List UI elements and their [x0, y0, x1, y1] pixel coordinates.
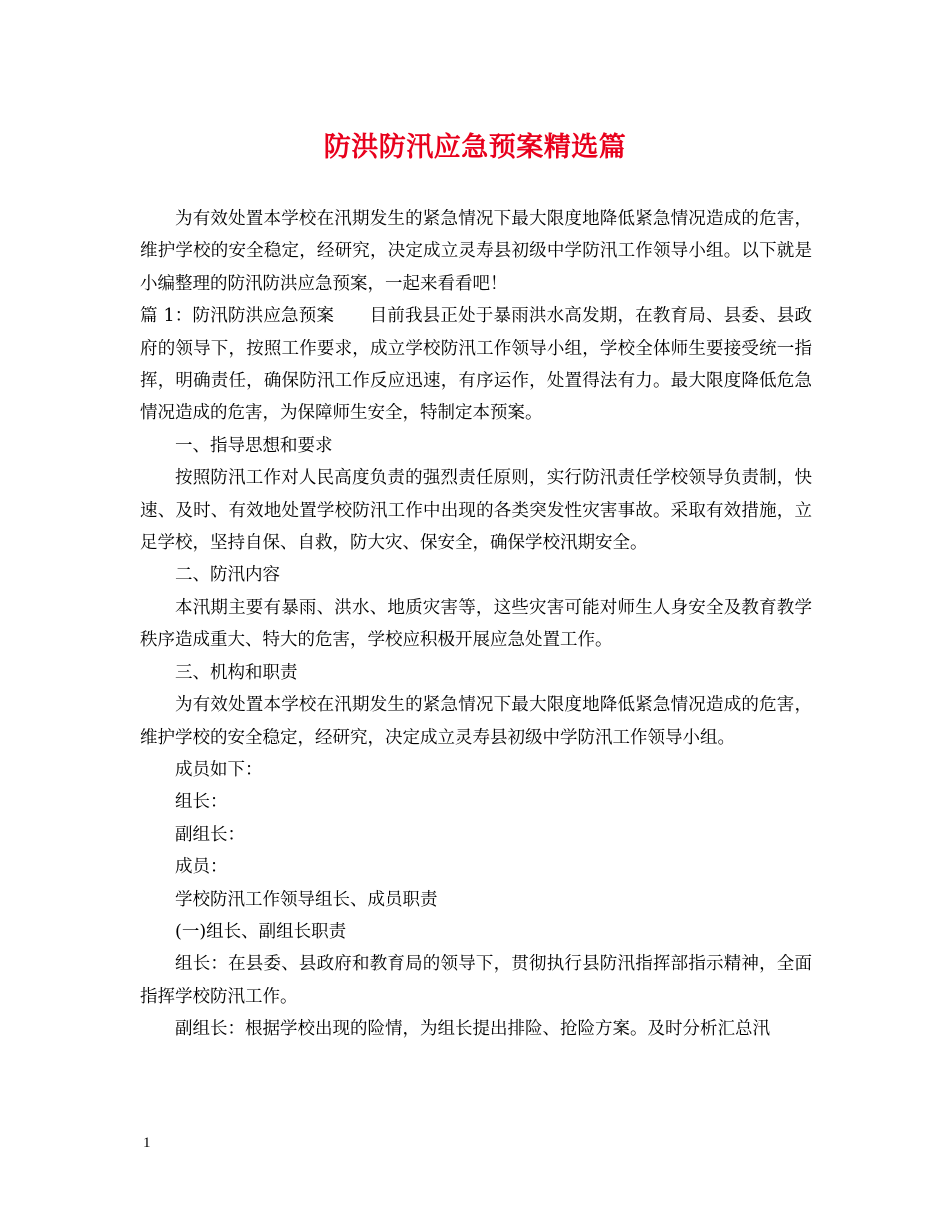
paragraph-flood-content: 本汛期主要有暴雨、洪水、地质灾害等，这些灾害可能对师生人身安全及教育教学秩序造成重大、特大的危害，学校应积极开展应急处置工作。: [140, 597, 812, 651]
paragraph-deputy-duties: 副组长：根据学校出现的险情，为组长提出排险、抢险方案。及时分析汇总汛: [175, 1019, 770, 1040]
page-number: 1: [143, 1135, 151, 1151]
members-line: 成员：: [175, 857, 228, 878]
members-heading: 成员如下：: [175, 759, 263, 780]
deputy-leader-line: 副组长：: [175, 824, 245, 845]
duties-heading: 学校防汛工作领导组长、成员职责: [175, 889, 438, 910]
paragraph-intro: 为有效处置本学校在汛期发生的紧急情况下最大限度地降低紧急情况造成的危害，维护学校的安全稳定，经研究，决定成立灵寿县初级中学防汛工作领导小组。以下就是小编整理的防汛防洪应急预案，一起来看看吧！: [140, 209, 812, 294]
paragraph-guiding-principles: 按照防汛工作对人民高度负责的强烈责任原则，实行防汛责任学校领导负责制，快速、及时、有效地处置学校防汛工作中出现的各类突发性灾害事故。采取有效措施，立足学校，坚持自保、自救，防大灾、保安全，确保学校汛期安全。: [140, 468, 812, 554]
leader-duties-heading: (一)组长、副组长职责: [175, 921, 347, 942]
heading-guiding-principles: 一、指导思想和要求: [175, 435, 333, 456]
heading-organization-duties: 三、机构和职责: [175, 662, 298, 683]
paragraph-part-1: 篇 1：防汛防洪应急预案 目前我县正处于暴雨洪水高发期，在教育局、县委、县政府的领导下，按照工作要求，成立学校防汛工作领导小组，学校全体师生要接受统一指挥，明确责任，确保防汛工作反应迅速，有序运作，处置得法有力。最大限度降低危急情况造成的危害，为保障师生安全，特制定本预案。: [140, 306, 812, 424]
document-body: [140, 203, 812, 1046]
paragraph-organization-duties: 为有效处置本学校在汛期发生的紧急情况下最大限度地降低紧急情况造成的危害，维护学校的安全稳定，经研究，决定成立灵寿县初级中学防汛工作领导小组。: [140, 695, 812, 748]
document-title: 防洪防汛应急预案精选篇: [323, 132, 627, 163]
paragraph-leader-duties: 组长：在县委、县政府和教育局的领导下，贯彻执行县防汛指挥部指示精神，全面指挥学校防汛工作。: [140, 954, 812, 1007]
heading-flood-content: 二、防汛内容: [175, 565, 280, 586]
leader-line: 组长：: [175, 792, 228, 813]
